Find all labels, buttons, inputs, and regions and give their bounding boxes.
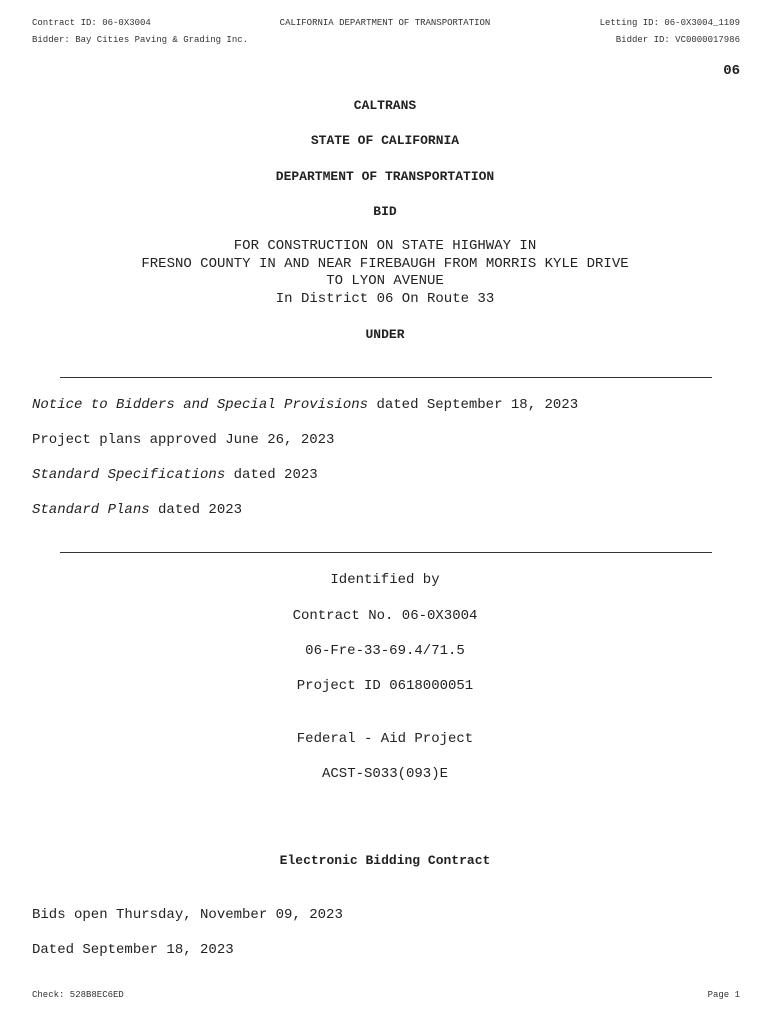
construction-line-2: FRESNO COUNTY IN AND NEAR FIREBAUGH FROM MORRIS KYLE DRIVE	[141, 256, 629, 272]
contract-number: Contract No. 06-0X3004	[292, 608, 478, 624]
federal-aid: Federal - Aid Project	[296, 731, 474, 747]
acst-number: ACST-S033(093)E	[321, 766, 449, 782]
location-code: 06-Fre-33-69.4/71.5	[305, 643, 465, 659]
notice-title: Notice to Bidders and Special Provisions	[32, 397, 369, 413]
construction-line-4: In District 06 On Route 33	[275, 291, 495, 307]
construction-line-1: FOR CONSTRUCTION ON STATE HIGHWAY IN	[233, 238, 537, 254]
std-plans-title: Standard Plans	[32, 502, 150, 518]
bids-open: Bids open Thursday, November 09, 2023	[32, 907, 343, 923]
agency-header: CALIFORNIA DEPARTMENT OF TRANSPORTATION	[279, 18, 491, 28]
title-state: STATE OF CALIFORNIA	[310, 133, 460, 148]
notice-line	[32, 397, 578, 413]
district-code: 06	[723, 63, 740, 79]
electronic-bidding-title: Electronic Bidding Contract	[279, 853, 491, 868]
specs-line	[32, 467, 318, 483]
identified-by: Identified by	[330, 572, 440, 588]
page-number: Page 1	[707, 990, 740, 1000]
dated-line: Dated September 18, 2023	[32, 942, 234, 958]
contract-id: Contract ID: 06-0X3004	[32, 18, 151, 28]
check-code: Check: 528B8EC6ED	[32, 990, 124, 1000]
bidder-id: Bidder ID: VC0000017986	[615, 35, 740, 45]
plans-line: Project plans approved June 26, 2023	[32, 432, 335, 448]
bidder-name: Bidder: Bay Cities Paving & Grading Inc.	[32, 35, 249, 45]
specs-title: Standard Specifications	[32, 467, 226, 483]
letting-id: Letting ID: 06-0X3004_1109	[599, 18, 740, 28]
title-bid: BID	[373, 204, 397, 219]
construction-line-3: TO LYON AVENUE	[326, 273, 444, 289]
std-plans-line	[32, 502, 242, 518]
divider-top	[60, 377, 712, 378]
project-id: Project ID 0618000051	[296, 678, 474, 694]
title-department: DEPARTMENT OF TRANSPORTATION	[275, 169, 495, 184]
notice-date: dated September 18, 2023	[368, 397, 579, 413]
title-caltrans: CALTRANS	[353, 98, 417, 113]
divider-bottom	[60, 552, 712, 553]
specs-date: dated 2023	[225, 467, 318, 483]
std-plans-date: dated 2023	[149, 502, 243, 518]
under-label: UNDER	[365, 327, 405, 342]
